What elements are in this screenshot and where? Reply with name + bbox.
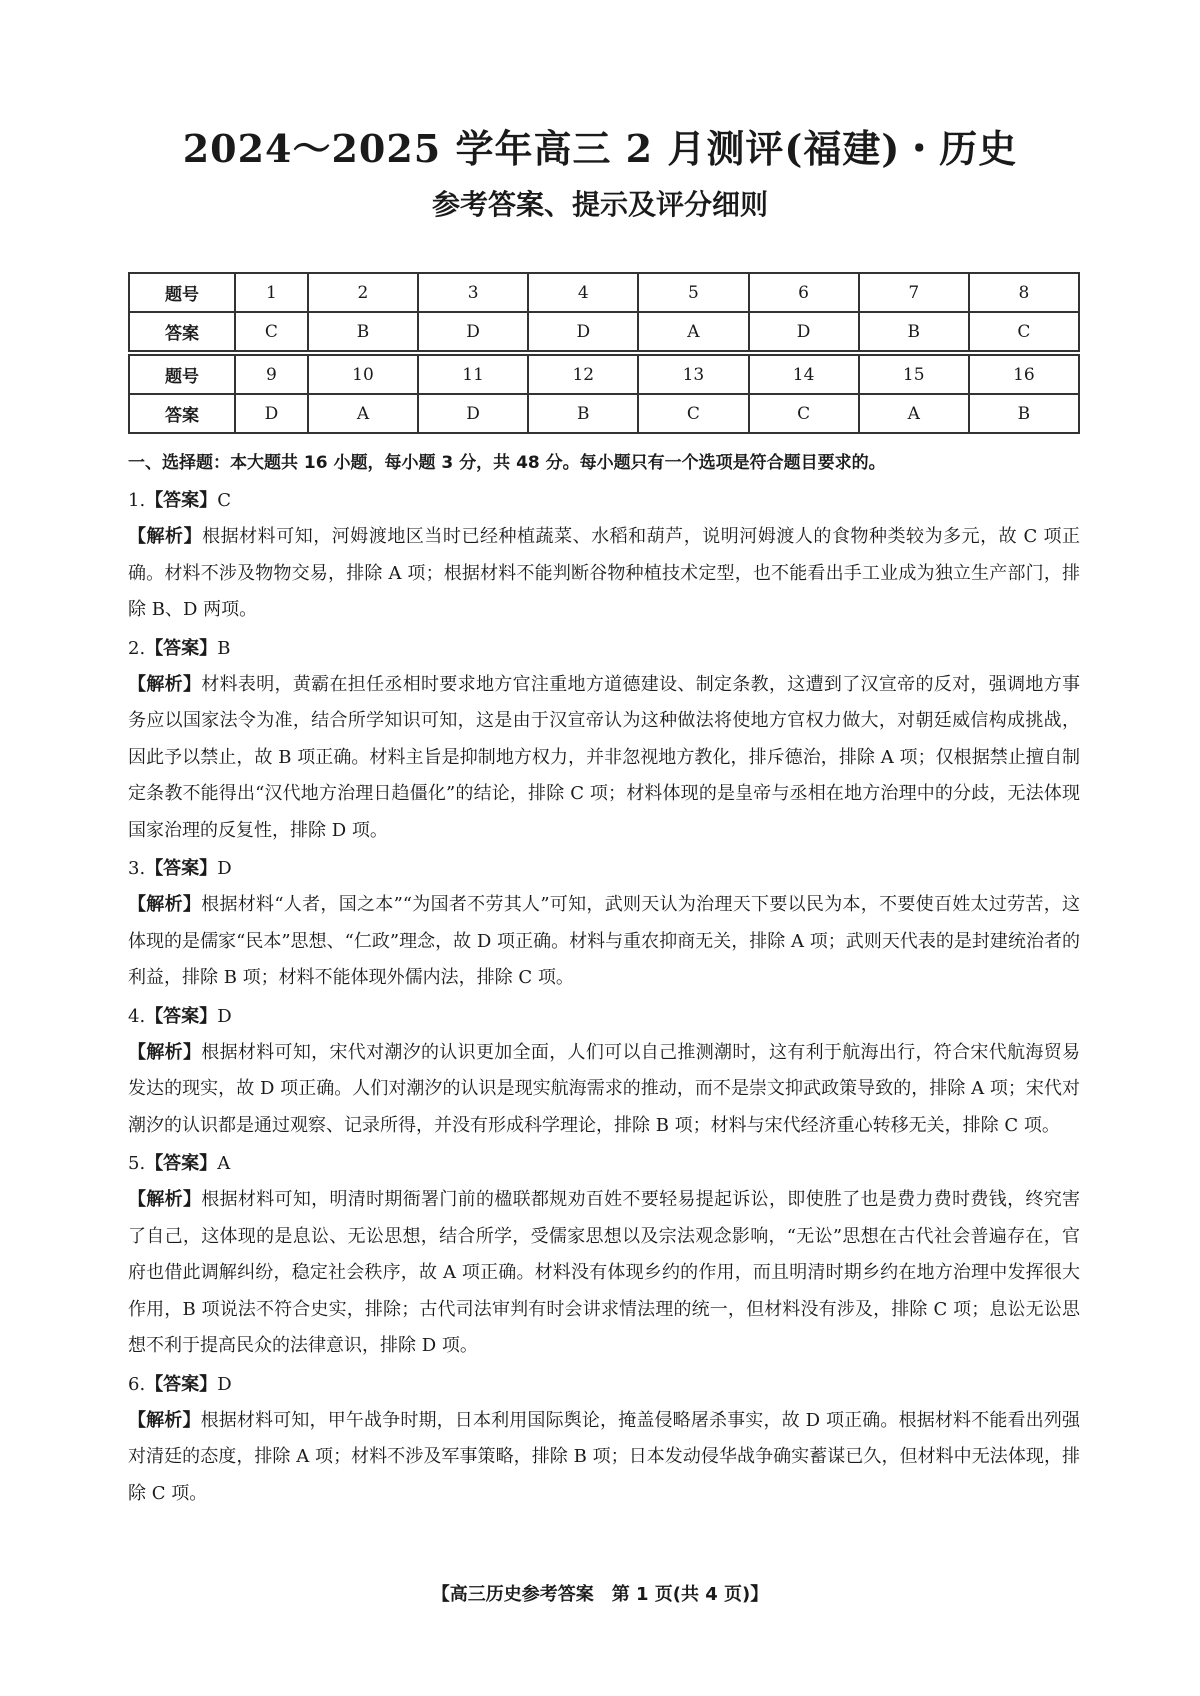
question-number: 8 [969,273,1079,312]
question-number: 12 [528,353,638,394]
row-label-answer: 答案 [129,394,235,433]
explanations [128,447,1080,1514]
question-number: 15 [859,353,969,394]
question-number: 4 [528,273,638,312]
question-block [128,1367,1080,1513]
question-number: 6. [128,1373,146,1395]
answer-cell: A [638,312,748,353]
answer-cell: D [418,312,528,353]
question-block [128,1146,1080,1365]
analysis-tag: 【解析】 [128,1409,201,1431]
question-number: 13 [638,353,748,394]
question-number: 11 [418,353,528,394]
answer-value: C [217,490,231,511]
answer-table [128,272,1080,434]
analysis-paragraph [128,1403,1080,1513]
analysis-text: 根据材料可知，甲午战争时期，日本利用国际舆论，掩盖侵略屠杀事实，故 D 项正确。根据材料不能看出列强对清廷的态度，排除 A 项；材料不涉及军事策略，排除 B 项；日本发动侵华战争确实蓄谋已久，但材料中无法体现，排除 C 项。 [128,1409,1080,1504]
answer-cell: D [749,312,859,353]
answer-cell: B [528,394,638,433]
answer-line [128,631,1080,667]
question-block [128,999,1080,1145]
table-row [129,312,1079,353]
page-footer: 【高三历史参考答案 第 1 页(共 4 页)】 [431,1584,769,1605]
answer-value: D [217,858,232,879]
question-number: 6 [749,273,859,312]
analysis-tag: 【解析】 [128,1189,202,1210]
analysis-paragraph [128,519,1080,629]
table-row [129,273,1079,312]
row-label-number: 题号 [129,353,235,394]
answer-tag: 【答案】 [145,1005,218,1027]
answer-cell: A [859,394,969,433]
row-label-number: 题号 [129,273,235,312]
question-number: 5. [128,1153,146,1174]
analysis-tag: 【解析】 [128,894,202,915]
question-number: 2. [128,637,146,659]
question-number: 2 [308,273,418,312]
answer-value: D [217,1005,232,1027]
answer-value: D [217,1373,232,1395]
table-row [129,394,1079,433]
analysis-tag: 【解析】 [128,673,202,695]
question-number: 3 [418,273,528,312]
answer-tag: 【答案】 [145,1373,218,1395]
answer-cell: C [969,312,1079,353]
row-label-answer: 答案 [129,312,235,353]
analysis-paragraph [128,667,1080,850]
answer-cell: C [638,394,748,433]
analysis-text: 根据材料可知，明清时期衙署门前的楹联都规劝百姓不要轻易提起诉讼，即使胜了也是费力费时费钱，终究害了自己，这体现的是息讼、无讼思想，结合所学，受儒家思想以及宗法观念影响，“无讼”思想在古代社会普遍存在，官府也借此调解纠纷，稳定社会秩序，故 A 项正确。材料没有体现乡约的作用，而且明清时期乡约在地方治理中发挥很大作用，B 项说法不符合史实，排除；古代司法审判有时会讲求情法理的统一，但材料没有涉及，排除 C 项；息讼无讼思想不利于提高民众的法律意识，排除 D 项。 [128,1189,1081,1356]
question-block [128,631,1080,850]
analysis-paragraph [128,887,1080,997]
answer-tag: 【答案】 [145,858,218,879]
answer-tag: 【答案】 [145,490,218,511]
question-number: 3. [128,858,146,879]
answer-cell: C [749,394,859,433]
answer-cell: B [969,394,1079,433]
question-number: 4. [128,1005,146,1027]
question-block [128,483,1080,629]
analysis-text: 根据材料可知，河姆渡地区当时已经种植蔬菜、水稻和葫芦，说明河姆渡人的食物种类较为多元，故 C 项正确。材料不涉及物物交易，排除 A 项；根据材料不能判断谷物种植技术定型，也不能看出手工业成为独立生产部门，排除 B、D 两项。 [128,526,1081,620]
answer-cell: D [418,394,528,433]
table-row [129,353,1079,394]
question-number: 9 [235,353,308,394]
answer-value: A [217,1153,231,1174]
answer-value: B [217,637,231,659]
answer-cell: B [308,312,418,353]
question-block [128,851,1080,997]
answer-line [128,1146,1080,1182]
section-intro: 一、选择题：本大题共 16 小题，每小题 3 分，共 48 分。每小题只有一个选项是符合题目要求的。 [128,453,886,473]
analysis-paragraph [128,1035,1080,1145]
answer-line [128,851,1080,887]
question-number: 10 [308,353,418,394]
question-number: 16 [969,353,1079,394]
question-number: 5 [638,273,748,312]
analysis-tag: 【解析】 [128,526,203,547]
question-number: 1. [128,490,146,511]
page-title: 2024～2025 学年高三 2 月测评(福建)・历史 [182,126,1018,171]
answer-cell: D [528,312,638,353]
answer-cell: D [235,394,308,433]
answer-line [128,483,1080,519]
analysis-tag: 【解析】 [128,1041,202,1063]
answer-tag: 【答案】 [145,1153,218,1174]
question-number: 1 [235,273,308,312]
answer-tag: 【答案】 [145,637,218,659]
answer-cell: C [235,312,308,353]
analysis-text: 根据材料可知，宋代对潮汐的认识更加全面，人们可以自己推测潮时，这有利于航海出行，符合宋代航海贸易发达的现实，故 D 项正确。人们对潮汐的认识是现实航海需求的推动，而不是崇文抑武政策导致的，排除 A 项；宋代对潮汐的认识都是通过观察、记录所得，并没有形成科学理论，排除 B 项；材料与宋代经济重心转移无关，排除 C 项。 [128,1041,1081,1136]
analysis-text: 根据材料“人者，国之本”“为国者不劳其人”可知，武则天认为治理天下要以民为本，不要使百姓太过劳苦，这体现的是儒家“民本”思想、“仁政”理念，故 D 项正确。材料与重农抑商无关，排除 A 项；武则天代表的是封建统治者的利益，排除 B 项；材料不能体现外儒内法，排除 C 项。 [128,894,1080,988]
analysis-text: 材料表明，黄霸在担任丞相时要求地方官注重地方道德建设、制定条教，这遭到了汉宣帝的反对，强调地方事务应以国家法令为准，结合所学知识可知，这是由于汉宣帝认为这种做法将使地方官权力做大，对朝廷威信构成挑战，因此予以禁止，故 B 项正确。材料主旨是抑制地方权力，并非忽视地方教化，排斥德治，排除 A 项；仅根据禁止擅自制定条教不能得出“汉代地方治理日趋僵化”的结论，排除 C 项；材料体现的是皇帝与丞相在地方治理中的分歧，无法体现国家治理的反复性，排除 D 项。 [128,673,1081,841]
answer-line [128,999,1080,1035]
answer-cell: A [308,394,418,433]
page-subtitle: 参考答案、提示及评分细则 [431,188,768,221]
analysis-paragraph [128,1182,1080,1365]
question-number: 14 [749,353,859,394]
question-number: 7 [859,273,969,312]
answer-cell: B [859,312,969,353]
answer-line [128,1367,1080,1403]
